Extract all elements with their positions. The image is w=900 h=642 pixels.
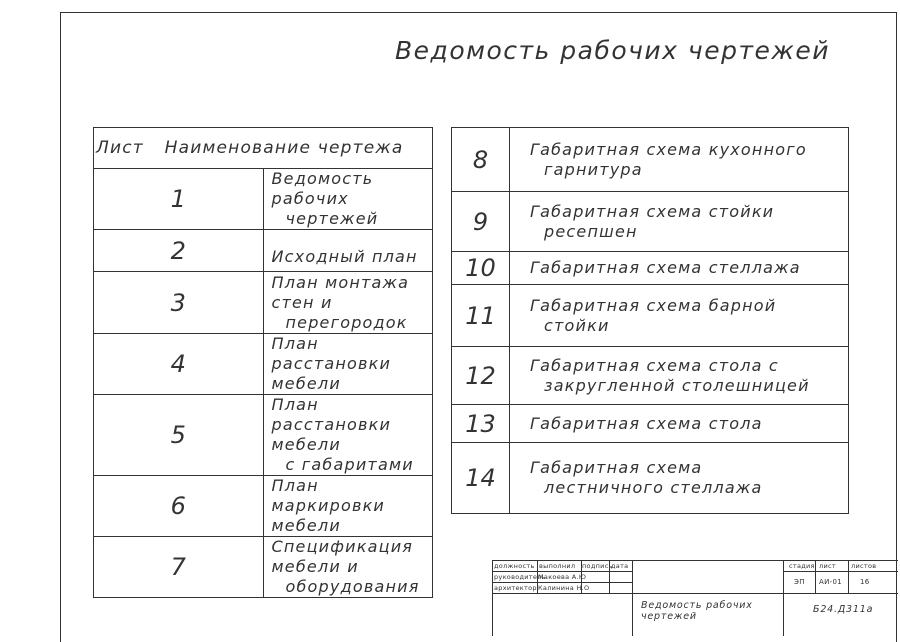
stamp-row2-name: Калинина Н.О	[538, 584, 590, 592]
stamp-header-performed: выполнил	[539, 562, 576, 570]
sheet-number: 3	[94, 272, 264, 334]
sheet-number: 1	[94, 169, 264, 230]
drawing-name	[510, 405, 849, 443]
sheet-number: 2	[94, 230, 264, 272]
stamp-row1-position: руководитель	[494, 573, 546, 581]
drawing-name	[263, 230, 433, 272]
drawing-name-line1: Ведомость рабочих	[271, 169, 374, 208]
drawing-name	[510, 128, 849, 192]
stamp-header-sheet: лист	[819, 562, 836, 570]
drawing-name-line1: План маркировки мебели	[271, 476, 386, 535]
drawing-name-line2: стойки	[544, 315, 610, 335]
drawing-name-line2: чертежей	[285, 209, 379, 228]
drawing-name-line1: Габаритная схема стеллажа	[530, 258, 801, 277]
sheet-number: 10	[452, 252, 510, 285]
drawing-name-line1: План расстановки мебели	[271, 395, 392, 454]
stamp-header-signature: подпись	[582, 562, 613, 570]
sheet-number: 8	[452, 128, 510, 192]
drawing-name	[263, 476, 433, 537]
table-header-row	[94, 128, 433, 169]
drawing-name	[263, 272, 433, 334]
stamp-row1-name: Макоева А.Ю	[538, 573, 587, 581]
drawing-name	[263, 537, 433, 598]
sheet-number: 9	[452, 192, 510, 252]
drawing-name-line2: ресепшен	[544, 221, 638, 241]
drawing-name-line2: с габаритами	[285, 455, 414, 474]
table-row	[94, 537, 433, 598]
stamp-stage-value: ЭП	[794, 578, 805, 586]
drawing-name	[510, 347, 849, 405]
table-row	[94, 272, 433, 334]
sheet-number: 7	[94, 537, 264, 598]
stamp-row2-position: архитектор	[494, 584, 537, 592]
drawing-name	[510, 285, 849, 347]
drawing-name-line2: оборудования	[285, 577, 420, 596]
drawing-name-line1: План расстановки мебели	[271, 334, 392, 393]
drawing-name-line1: План монтажа стен и	[271, 272, 410, 312]
drawing-name	[263, 169, 433, 230]
drawing-name	[510, 252, 849, 285]
title-block	[492, 560, 898, 636]
drawing-name-line1: Габаритная схема стола с	[530, 355, 779, 375]
drawing-name	[263, 334, 433, 395]
table-row	[452, 252, 849, 285]
stamp-header-position: должность	[494, 562, 535, 570]
stamp-sheet-value: АИ-01	[819, 578, 842, 586]
table-row	[452, 347, 849, 405]
sheet-number: 13	[452, 405, 510, 443]
page-title: Ведомость рабочих чертежей	[395, 36, 831, 65]
sheet-number: 11	[452, 285, 510, 347]
table-row	[94, 476, 433, 537]
stamp-drawing-title-line1: Ведомость рабочих	[641, 600, 753, 611]
table-row	[452, 285, 849, 347]
table-row	[94, 169, 433, 230]
drawing-name	[510, 192, 849, 252]
table-row	[452, 192, 849, 252]
drawing-name-line2: гарнитура	[544, 159, 643, 179]
table-row	[452, 405, 849, 443]
drawing-name-line2: перегородок	[285, 312, 408, 332]
sheet-number: 4	[94, 334, 264, 395]
table-row	[94, 230, 433, 272]
stamp-group-code: Б24.Д311а	[813, 604, 874, 615]
stamp-header-stage: стадия	[789, 562, 815, 570]
sheet-number: 14	[452, 443, 510, 514]
stamp-header-sheets: листов	[851, 562, 877, 570]
drawing-name-line2: Исходный план	[271, 247, 418, 266]
header-name: Наименование чертежа	[164, 138, 404, 158]
drawings-table-right	[451, 127, 849, 514]
drawing-name-line1: Спецификация мебели и	[271, 537, 414, 576]
sheet-number: 6	[94, 476, 264, 537]
drawing-name	[510, 443, 849, 514]
header-sheet: Лист	[96, 138, 144, 158]
drawing-name-line1: Габаритная схема	[530, 458, 703, 477]
drawing-name-line1: Габаритная схема барной	[530, 295, 777, 315]
stamp-drawing-title-line2: чертежей	[641, 611, 697, 622]
table-row	[452, 128, 849, 192]
table-row	[452, 443, 849, 514]
table-row	[94, 395, 433, 476]
drawing-name-line2: лестничного стеллажа	[544, 478, 763, 497]
drawings-table-left	[93, 127, 433, 598]
drawing-name-line2: закругленной столешницей	[544, 375, 810, 395]
stamp-header-date: дата	[611, 562, 629, 570]
drawing-name-line1: Габаритная схема кухонного	[530, 139, 807, 159]
drawing-name-line1: Габаритная схема стойки	[530, 201, 775, 221]
drawing-name	[263, 395, 433, 476]
drawing-name-line1: Габаритная схема стола	[530, 413, 763, 433]
table-row	[94, 334, 433, 395]
sheet-number: 12	[452, 347, 510, 405]
sheet-number: 5	[94, 395, 264, 476]
stamp-sheets-value: 16	[860, 578, 870, 586]
